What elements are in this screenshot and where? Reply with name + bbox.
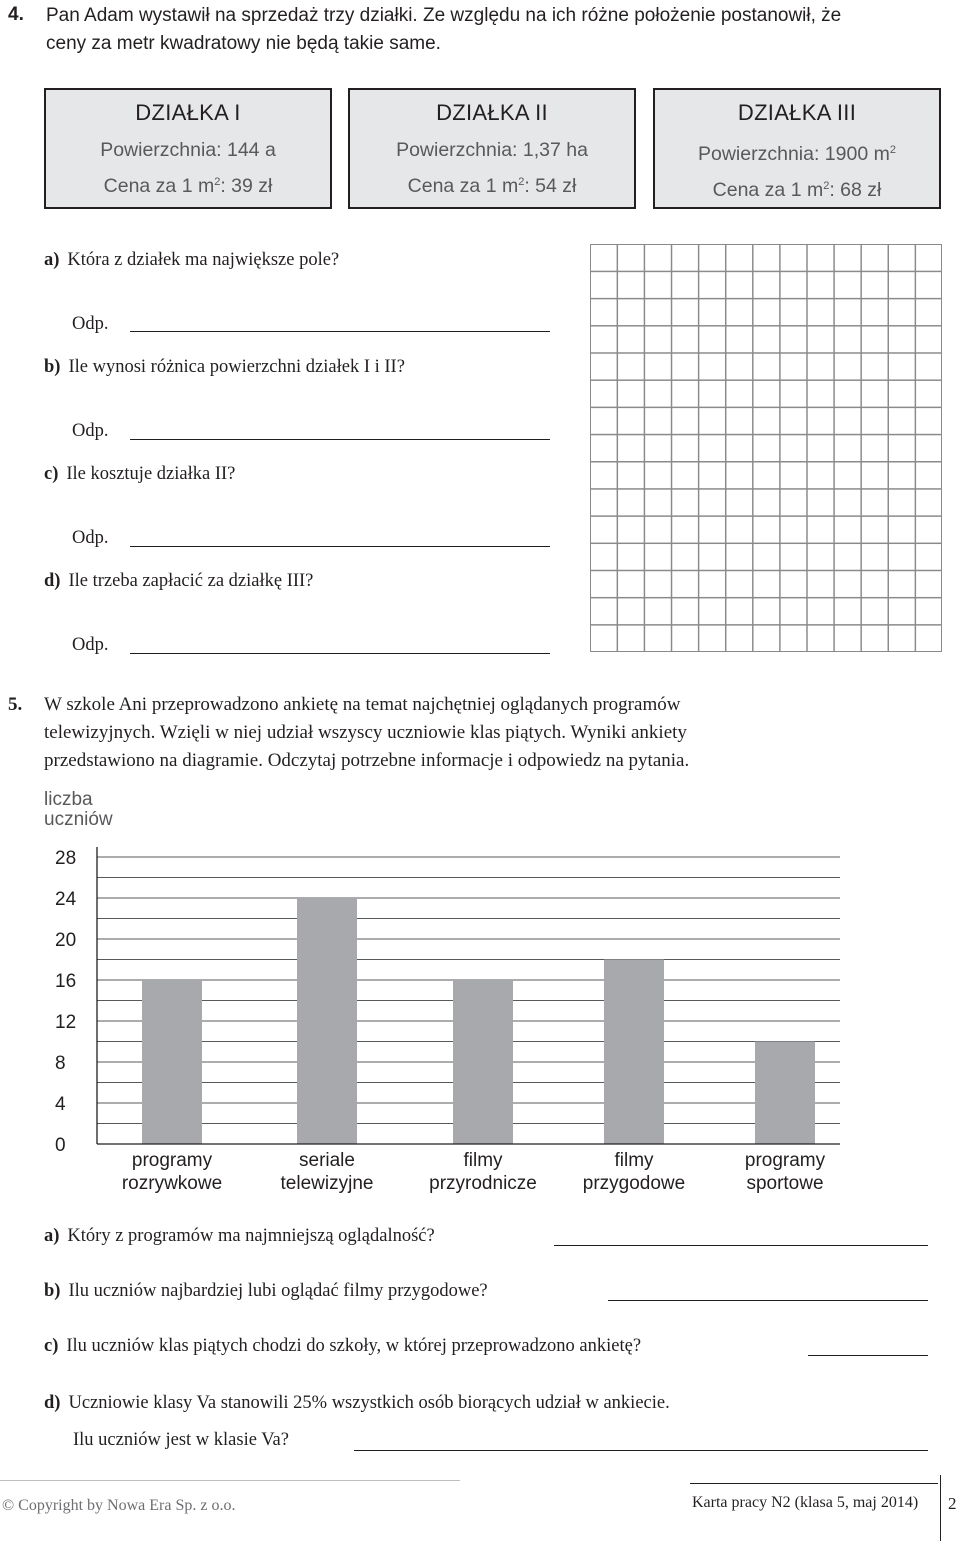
question-5b: b) Ilu uczniów najbardziej lubi oglądać filmy przygodowe? [44, 1281, 488, 1301]
category-label: telewizyjne [280, 1173, 374, 1194]
question-5c: c) Ilu uczniów klas piątych chodzi do szkoły, w której przeprowadzono ankietę? [44, 1336, 642, 1356]
plot-price: Cena za 1 $m^2$: 54 zł [407, 175, 577, 197]
plot-area: Powierzchnia: 1900 $m^2$ [698, 143, 896, 165]
plot-price: Cena za 1 $m^2$: 39 zł [103, 175, 273, 197]
y-tick-label: 28 [55, 848, 77, 869]
question-5d-line2: Ilu uczniów jest w klasie Va? [73, 1430, 289, 1450]
answer-line-5d[interactable] [354, 1450, 928, 1451]
footer-rule-left [0, 1480, 460, 1481]
answer-label: Odp. [72, 421, 109, 441]
footer-rule-right [690, 1483, 938, 1484]
plot-card-3 [653, 88, 941, 209]
footer-copyright: © Copyright by Nowa Era Sp. z o.o. [2, 1497, 236, 1514]
plot-area: Powierzchnia: 1,37 ha [396, 139, 588, 161]
question-4c: c) Ile kosztuje działka II? [44, 464, 236, 484]
answer-label: Odp. [72, 528, 109, 548]
y-tick-label: 16 [55, 971, 77, 992]
y-tick-label: 4 [55, 1094, 66, 1115]
answer-line-4b[interactable] [130, 439, 550, 440]
task4-text-line1: Pan Adam wystawił na sprzedaż trzy działki. Ze względu na ich różne położenie postanowił, że [46, 5, 842, 26]
answer-label: Odp. [72, 314, 109, 334]
question-5d: d) Uczniowie klasy Va stanowili 25% wszystkich osób biorących udział w ankiecie. [44, 1393, 670, 1413]
plot-title: DZIAŁKA I [135, 100, 241, 125]
answer-line-4a[interactable] [130, 331, 550, 332]
answer-line-5c[interactable] [808, 1355, 928, 1356]
chart-ylabel-line1: liczba [44, 789, 93, 810]
question-4b: b) Ile wynosi różnica powierzchni działek I i II? [44, 357, 405, 377]
category-label: przygodowe [582, 1173, 686, 1194]
bar [142, 980, 202, 1144]
answer-line-4c[interactable] [130, 546, 550, 547]
task5-text-line1: W szkole Ani przeprowadzono ankietę na temat najchętniej oglądanych programów [44, 694, 681, 715]
bar-chart [0, 830, 960, 1200]
bar [604, 960, 664, 1145]
category-label: sportowe [746, 1173, 824, 1194]
category-label: przyrodnicze [429, 1173, 537, 1194]
y-tick-label: 24 [55, 889, 77, 910]
bar [297, 898, 357, 1144]
plot-card-1 [44, 88, 332, 209]
page-number: 2 [948, 1494, 957, 1513]
bar [453, 980, 513, 1144]
task4-number: 4. [8, 4, 24, 25]
task5-text-line2: telewizyjnych. Wzięli w niej udział wszyscy uczniowie klas piątych. Wyniki ankiety [44, 722, 687, 743]
scratch-grid[interactable] [590, 244, 942, 652]
question-5a: a) Który z programów ma najmniejszą oglądalność? [44, 1226, 435, 1246]
category-label: programy [744, 1150, 826, 1171]
category-label: seriale [299, 1150, 355, 1171]
answer-line-5a[interactable] [554, 1245, 928, 1246]
category-label: programy [131, 1150, 213, 1171]
bar [755, 1042, 815, 1145]
y-tick-label: 8 [55, 1053, 66, 1074]
answer-line-4d[interactable] [130, 653, 550, 654]
plot-price: Cena za 1 $m^2$: 68 zł [712, 179, 882, 201]
category-label: rozrywkowe [121, 1173, 223, 1194]
y-tick-label: 12 [55, 1012, 77, 1033]
question-4a: a) Która z działek ma największe pole? [44, 250, 340, 270]
category-label: filmy [614, 1150, 654, 1171]
category-label: filmy [463, 1150, 503, 1171]
answer-label: Odp. [72, 635, 109, 655]
y-tick-label: 20 [55, 930, 77, 951]
task5-number: 5. [8, 694, 23, 715]
question-4d: d) Ile trzeba zapłacić za działkę III? [44, 571, 314, 591]
footer-card-title: Karta pracy N2 (klasa 5, maj 2014) [692, 1494, 919, 1511]
plot-title: DZIAŁKA II [436, 100, 548, 125]
footer-separator [940, 1475, 941, 1541]
task4-text-line2: ceny za metr kwadratowy nie będą takie same. [46, 33, 441, 54]
plot-area: Powierzchnia: 144 a [100, 139, 276, 161]
task5-text-line3: przedstawiono na diagramie. Odczytaj potrzebne informacje i odpowiedz na pytania. [44, 750, 690, 771]
plot-card-2 [348, 88, 636, 209]
chart-ylabel-line2: uczniów [44, 809, 113, 830]
y-tick-label: 0 [55, 1135, 66, 1156]
answer-line-5b[interactable] [608, 1300, 928, 1301]
plot-title: DZIAŁKA III [737, 100, 857, 125]
